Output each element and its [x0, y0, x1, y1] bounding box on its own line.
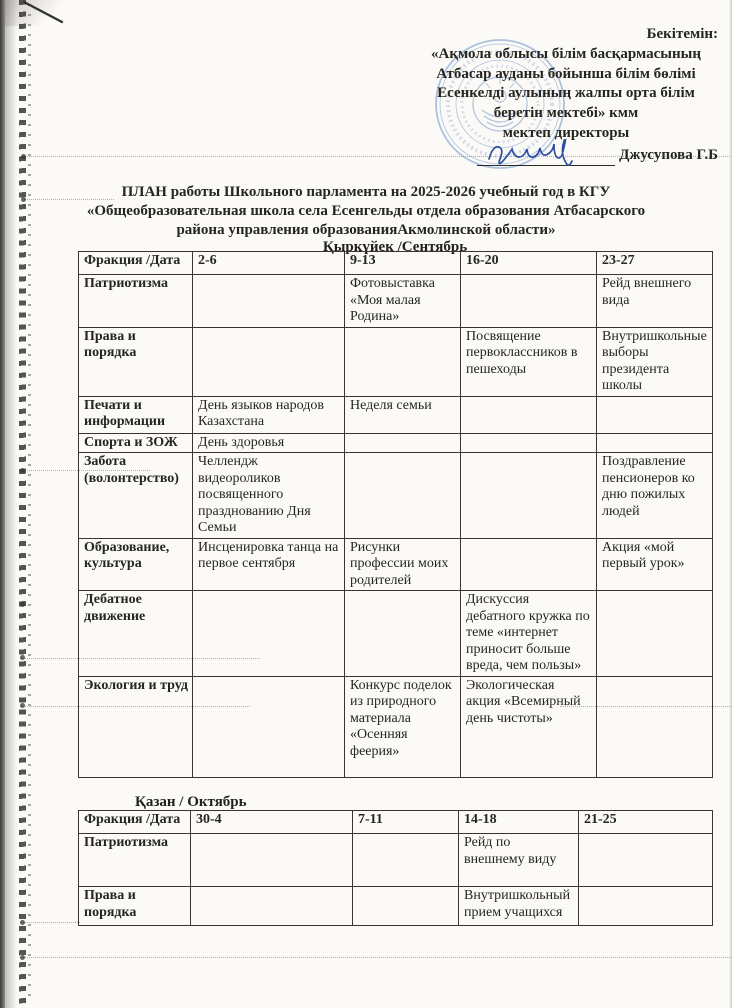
- plan-cell: Внутришкольные выборы президента школы: [597, 327, 713, 396]
- scan-artifact-line: [20, 957, 732, 958]
- table-row: [79, 396, 713, 433]
- plan-cell: Неделя семьи: [345, 396, 461, 433]
- plan-cell: [345, 327, 461, 396]
- date-range-header: 2-6: [193, 252, 345, 275]
- october-caption: Қазан / Октябрь: [135, 794, 247, 810]
- title-line: ПЛАН работы Школьного парламента на 2025-2026 учебный год в КГУ: [121, 184, 611, 200]
- binding-stitches: [19, 0, 26, 1008]
- fraction-name: Экология и труд: [79, 676, 193, 777]
- plan-cell: [191, 887, 353, 926]
- plan-cell: [461, 433, 597, 453]
- pen-mark: [22, 0, 82, 30]
- table-row: [79, 433, 713, 453]
- plan-cell: [579, 834, 713, 887]
- table-row: [79, 887, 713, 926]
- table-row: [79, 327, 713, 396]
- table-row: [79, 275, 713, 328]
- plan-cell: Внутришкольный прием учащихся: [459, 887, 579, 926]
- plan-cell: [193, 275, 345, 328]
- binding-knot: [20, 468, 25, 473]
- october-table: [78, 810, 713, 926]
- binding-knot: [20, 920, 25, 925]
- plan-cell: [345, 591, 461, 677]
- fraction-name: Печати и информации: [79, 396, 193, 433]
- table-row: [79, 538, 713, 591]
- binding-knot: [20, 703, 25, 708]
- september-caption: Қыркүйек /Сентябрь: [322, 239, 468, 255]
- title-line: района управления образованияАкмолинской области»: [176, 222, 556, 238]
- signature-row: [414, 145, 718, 166]
- plan-cell: Рейд внешнего вида: [597, 275, 713, 328]
- plan-cell: [597, 433, 713, 453]
- scan-edge-shadow: [5, 0, 17, 1008]
- plan-cell: Инсценировка танца на первое сентября: [193, 538, 345, 591]
- fraction-name: Забота (волонтерство): [79, 453, 193, 539]
- plan-cell: Фотовыставка «Моя малая Родина»: [345, 275, 461, 328]
- header-row: [79, 252, 713, 275]
- plan-cell: День здоровья: [193, 433, 345, 453]
- plan-cell: Посвящение первоклассников в пешеходы: [461, 327, 597, 396]
- plan-cell: [597, 591, 713, 677]
- plan-cell: [461, 538, 597, 591]
- plan-cell: [193, 676, 345, 777]
- plan-cell: [191, 834, 353, 887]
- binding-stitches-secondary: [28, 4, 31, 1004]
- plan-cell: [461, 275, 597, 328]
- fraction-date-header: Фракция /Дата: [79, 252, 193, 275]
- date-range-header: 7-11: [353, 811, 459, 834]
- handwritten-signature: [485, 139, 595, 169]
- plan-cell: [579, 887, 713, 926]
- plan-cell: [345, 433, 461, 453]
- document-title: [46, 183, 686, 240]
- plan-cell: Рейд по внешнему виду: [459, 834, 579, 887]
- plan-cell: Челлендж видеороликов посвященного празднованию Дня Семьи: [193, 453, 345, 539]
- plan-cell: Экологическая акция «Всемирный день чистоты»: [461, 676, 597, 777]
- date-range-header: 23-27: [597, 252, 713, 275]
- plan-cell: Дискуссия дебатного кружка по теме «интернет приносит больше вреда, чем пользы»: [461, 591, 597, 677]
- approval-line: «Ақмола облысы білім басқармасының: [431, 45, 701, 62]
- date-range-header: 9-13: [345, 252, 461, 275]
- header-row: [79, 811, 713, 834]
- approval-block: [414, 25, 718, 166]
- table-row: [79, 676, 713, 777]
- plan-cell: [193, 591, 345, 677]
- approval-line: беретін мектебі» кмм: [493, 105, 639, 122]
- title-line: «Общеобразовательная школа села Есенгельды отдела образования Атбасарского: [86, 203, 646, 219]
- table-row: [79, 834, 713, 887]
- binding-knot: [20, 602, 25, 607]
- september-table: [78, 251, 713, 778]
- binding-knot: [20, 655, 25, 660]
- binding-knot: [21, 197, 26, 202]
- plan-cell: Акция «мой первый урок»: [597, 538, 713, 591]
- fraction-name: Патриотизма: [79, 275, 193, 328]
- binding-knot: [21, 154, 26, 159]
- approval-line: мектеп директоры: [502, 124, 630, 141]
- fraction-name: Образование, культура: [79, 538, 193, 591]
- approval-line: Атбасар ауданы бойынша білім бөлімі: [436, 65, 696, 82]
- director-name: Джусупова Г.Б: [619, 146, 718, 163]
- plan-cell: Рисунки профессии моих родителей: [345, 538, 461, 591]
- date-range-header: 30-4: [191, 811, 353, 834]
- fraction-name: Права и порядка: [79, 887, 191, 926]
- approval-line: Есенкелді аулының жалпы орта білім: [437, 85, 695, 102]
- plan-cell: [353, 887, 459, 926]
- plan-cell: Поздравление пенсионеров ко дню пожилых людей: [597, 453, 713, 539]
- scan-artifact-line: [20, 922, 80, 923]
- binding-knot: [20, 955, 25, 960]
- plan-cell: [345, 453, 461, 539]
- plan-cell: [597, 396, 713, 433]
- plan-cell: [461, 453, 597, 539]
- date-range-header: 16-20: [461, 252, 597, 275]
- table-row: [79, 591, 713, 677]
- plan-cell: День языков народов Казахстана: [193, 396, 345, 433]
- plan-cell: [597, 676, 713, 777]
- plan-cell: Конкурс поделок из природного материала «Осенняя феерия»: [345, 676, 461, 777]
- approval-line: Бекітемін:: [646, 26, 718, 42]
- fraction-name: Спорта и ЗОЖ: [79, 433, 193, 453]
- fraction-name: Дебатное движение: [79, 591, 193, 677]
- date-range-header: 14-18: [459, 811, 579, 834]
- signature-line: [477, 145, 615, 166]
- plan-cell: [193, 327, 345, 396]
- plan-cell: [353, 834, 459, 887]
- fraction-name: Права и порядка: [79, 327, 193, 396]
- table-row: [79, 453, 713, 539]
- fraction-name: Патриотизма: [79, 834, 191, 887]
- date-range-header: 21-25: [579, 811, 713, 834]
- fraction-date-header: Фракция /Дата: [79, 811, 191, 834]
- plan-cell: [461, 396, 597, 433]
